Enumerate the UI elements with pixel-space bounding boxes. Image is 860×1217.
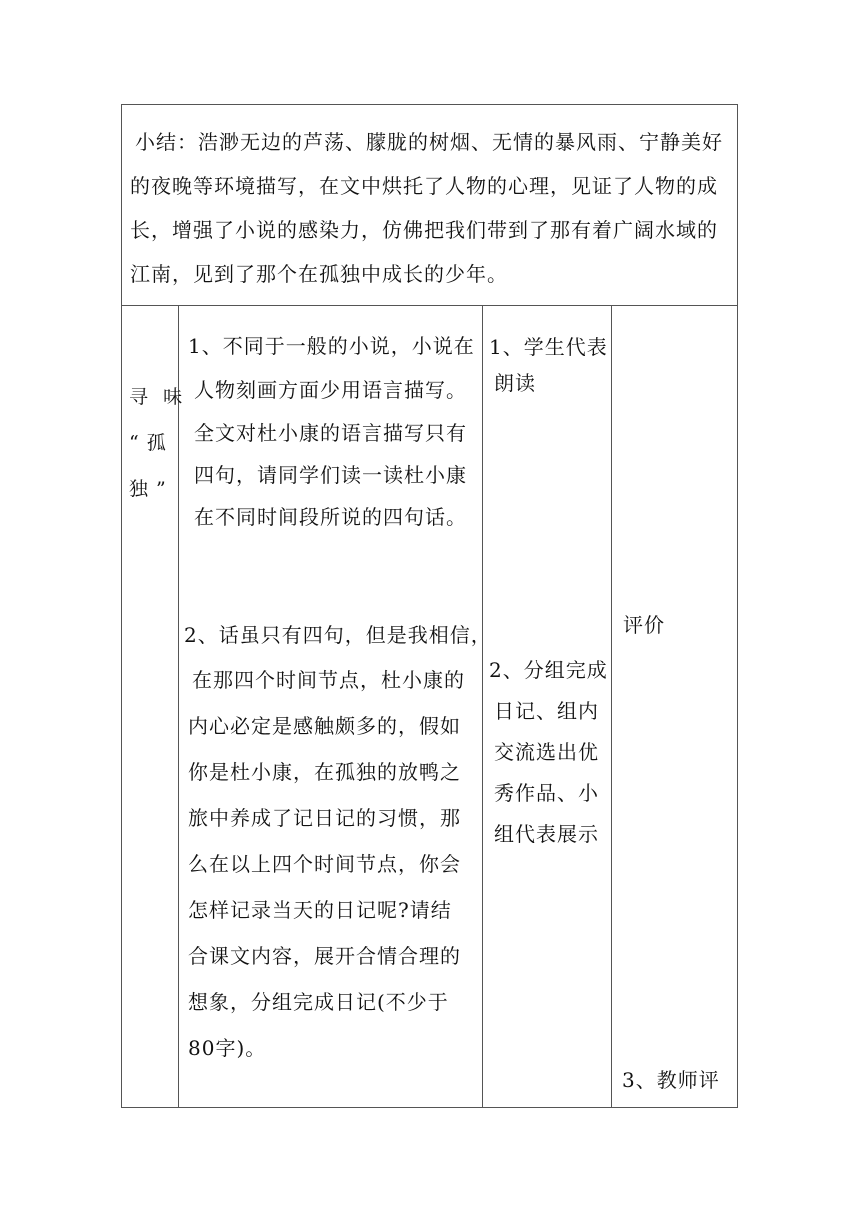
- teacher-item-1-line: 在不同时间段所说的四句话。: [194, 505, 467, 529]
- section-title-line: “ 孤: [129, 432, 167, 454]
- teacher-item-2-line: 内心必定是感触颇多的，假如: [188, 714, 461, 738]
- student-item-2-line: 2、分组完成: [489, 658, 608, 682]
- student-item-1-line: 1、学生代表: [489, 335, 608, 359]
- teacher-item-1-line: 1、不同于一般的小说，小说在: [188, 334, 475, 358]
- student-item-2-line: 秀作品、小: [494, 781, 599, 805]
- teacher-item-2-line: 合课文内容，展开合情合理的: [188, 944, 461, 968]
- student-item-2-line: 组代表展示: [494, 822, 599, 846]
- student-item-2-line: 交流选出优: [494, 740, 599, 764]
- teacher-item-1-line: 全文对杜小康的语言描写只有: [194, 421, 467, 445]
- summary-line: 长，增强了小说的感染力，仿佛把我们带到了那有着广阔水域的: [130, 218, 718, 242]
- table-border-top: [121, 104, 738, 105]
- teacher-item-2-line: 你是杜小康，在孤独的放鸭之: [188, 760, 461, 784]
- teacher-item-2-line: 旅中养成了记日记的习惯，那: [188, 806, 461, 830]
- summary-line: 小结：浩渺无边的芦荡、朦胧的树烟、无情的暴风雨、宁静美好: [135, 130, 723, 154]
- teacher-item-2-line: 2、话虽只有四句，但是我相信，: [184, 623, 492, 647]
- table-border-bottom: [121, 1107, 738, 1108]
- column-divider-3: [611, 305, 612, 1108]
- section-title-line: 寻 味: [129, 386, 184, 408]
- student-item-1-line: 朗读: [494, 371, 536, 395]
- teacher-item-2-line: 么在以上四个时间节点，你会: [188, 852, 461, 876]
- teacher-item-2-line: 在那四个时间节点，杜小康的: [192, 668, 465, 692]
- column-divider-2: [482, 305, 483, 1108]
- summary-line: 的夜晚等环境描写，在文中烘托了人物的心理，见证了人物的成: [130, 174, 718, 198]
- table-border-left: [121, 104, 122, 1108]
- teacher-item-1-line: 人物刻画方面少用语言描写。: [194, 378, 467, 402]
- student-item-2-line: 日记、组内: [494, 699, 599, 723]
- summary-line: 江南，见到了那个在孤独中成长的少年。: [130, 262, 508, 286]
- teacher-evaluation-label: 3、教师评: [622, 1068, 720, 1092]
- table-divider-summary: [121, 305, 738, 306]
- table-border-right: [737, 104, 738, 1108]
- column-divider-1: [178, 305, 179, 1108]
- evaluation-label: 评价: [623, 613, 665, 637]
- teacher-item-2-line: 80字)。: [188, 1036, 267, 1060]
- teacher-item-1-line: 四句，请同学们读一读杜小康: [194, 463, 467, 487]
- section-title-line: 独 ”: [129, 478, 167, 500]
- teacher-item-2-line: 怎样记录当天的日记呢?请结: [188, 898, 452, 922]
- teacher-item-2-line: 想象，分组完成日记(不少于: [188, 990, 449, 1014]
